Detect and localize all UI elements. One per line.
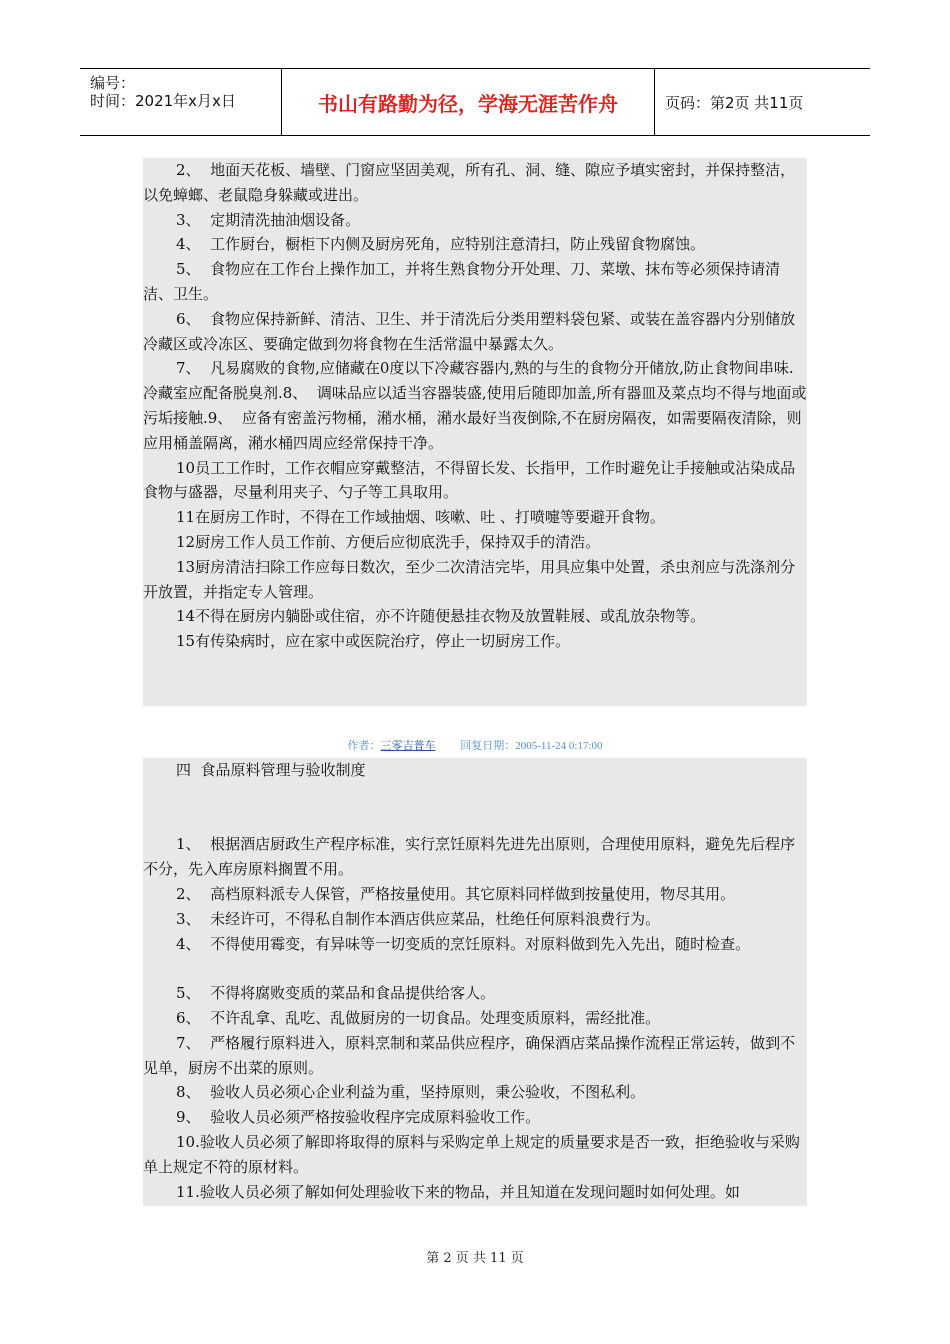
paragraph: 13厨房清洁扫除工作应每日数次，至少二次清洁完毕，用具应集中处置，杀虫剂应与洗涤剂分开放置，并指定专人管理。	[143, 557, 796, 601]
header-page-label: 页码：第2页 共11页	[665, 93, 804, 112]
paragraph: 4、 不得使用霉变，有异味等一切变质的烹饪原料。对原料做到先入先出，随时检查。	[176, 934, 751, 953]
paragraph: 5、 不得将腐败变质的菜品和食品提供给客人。	[176, 984, 496, 1003]
paragraph: 8、 验收人员必须心企业利益为重，坚持原则，秉公验收，不图私利。	[176, 1083, 646, 1102]
reply-meta	[0, 737, 950, 753]
section-material-management	[143, 758, 807, 1206]
time-label: 时间：2021年x月x日	[90, 92, 236, 110]
paragraph: 15有传染病时，应在家中或医院治疗，停止一切厨房工作。	[176, 632, 571, 651]
header-info	[80, 69, 282, 135]
paragraph: 6、 食物应保持新鲜、清洁、卫生、并于清洗后分类用塑料袋包紧、或装在盖容器内分别储放冷藏区或冷冻区、要确定做到勿将食物在生活常温中暴露太久。	[143, 309, 796, 353]
paragraph: 2、 地面天花板、墙壁、门窗应坚固美观，所有孔、洞、缝、隙应予填实密封，并保持整洁，以免蟑螂、老鼠隐身躲藏或进出。	[143, 161, 796, 204]
reply-date: 回复日期：2005-11-24 0:17:00	[460, 740, 603, 752]
paragraph: 10.验收人员必须了解即将取得的原料与采购定单上规定的质量要求是否一致，拒绝验收与采购单上规定不符的原材料。	[143, 1132, 800, 1176]
paragraph: 7、 凡易腐败的食物,应储藏在0度以下冷藏容器内,熟的与生的食物分开储放,防止食物间串味.冷藏室应配备脱臭剂.8、 调味品应以适当容器装盛,使用后随即加盖,所有器皿及菜点均不得与地面或污垢接触.9、 应备有密盖污物桶，潲水桶，潲水最好当夜倒除,不在厨房隔夜，如需要隔夜清除，则应用桶盖隔离，潲水桶四周应经常保持干净。	[143, 359, 807, 452]
paragraph: 3、 定期清洗抽油烟设备。	[176, 210, 361, 229]
paragraph: 12厨房工作人员工作前、方便后应彻底洗手，保持双手的清浩。	[176, 532, 601, 551]
section-title: 四 食品原料管理与验收制度	[176, 761, 366, 779]
paragraph: 11在厨房工作时，不得在工作域抽烟、咳嗽、吐 、打喷嚏等要避开食物。	[176, 508, 665, 527]
section-kitchen-hygiene	[143, 158, 807, 706]
paragraph: 14不得在厨房内躺卧或住宿，亦不许随便悬挂衣物及放置鞋屐、或乱放杂物等。	[176, 607, 706, 626]
page-header	[80, 68, 870, 136]
page-footer: 第 2 页 共 11 页	[426, 1251, 524, 1266]
header-motto: 书山有路勤为径，学海无涯苦作舟	[282, 69, 655, 135]
paragraph: 9、 验收人员必须严格按验收程序完成原料验收工作。	[176, 1108, 541, 1127]
number-label: 编号：	[90, 74, 136, 92]
paragraph: 3、 未经许可，不得私自制作本酒店供应菜品，杜绝任何原料浪费行为。	[176, 909, 661, 928]
author-label: 作者：	[347, 740, 381, 752]
paragraph: 11.验收人员必须了解如何处理验收下来的物品，并且知道在发现问题时如何处理。如	[176, 1182, 740, 1201]
paragraph: 4、 工作厨台，橱柜下内侧及厨房死角，应特别注意清扫，防止残留食物腐蚀。	[176, 235, 706, 254]
paragraph: 5、 食物应在工作台上操作加工，并将生熟食物分开处理、刀、菜墩、抹布等必须保持请清洁、卫生。	[143, 260, 781, 303]
paragraph: 7、 严格履行原料进入，原料烹制和菜品供应程序，确保酒店菜品操作流程正常运转，做到不见单，厨房不出菜的原则。	[143, 1033, 796, 1077]
paragraph: 2、 高档原料派专人保管，严格按量使用。其它原料同样做到按量使用，物尽其用。	[176, 884, 736, 903]
paragraph: 1、 根据酒店厨政生产程序标准，实行烹饪原料先进先出原则，合理使用原料，避免先后程序不分，先入库房原料搁置不用。	[143, 835, 796, 879]
author-link[interactable]: 三零吉普车	[380, 740, 436, 752]
paragraph: 6、 不许乱拿、乱吃、乱做厨房的一切食品。处理变质原料，需经批准。	[176, 1008, 661, 1027]
paragraph: 10员工工作时，工作衣帽应穿戴整洁，不得留长发、长指甲，工作时避免让手接触或沾染成品食物与盛器，尽量利用夹子、勺子等工具取用。	[143, 458, 796, 502]
